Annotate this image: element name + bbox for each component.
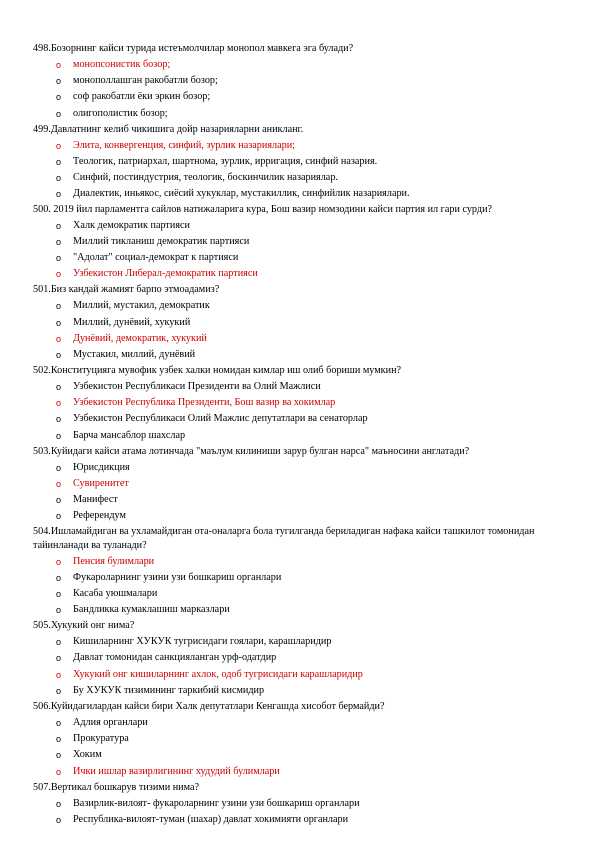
option-text: соф ракобатли ёки эркин бозор; bbox=[73, 91, 211, 103]
bullet-icon: o bbox=[56, 511, 62, 522]
option-text: Теологик, патриархал, шартнома, зурлик, ирригация, синфий назария. bbox=[73, 156, 378, 168]
answer-option bbox=[33, 73, 563, 89]
bullet-icon: o bbox=[56, 718, 62, 729]
answer-option bbox=[33, 715, 563, 731]
answer-option-correct bbox=[33, 667, 563, 683]
answer-option-correct bbox=[33, 764, 563, 780]
option-text: Сувиренитет bbox=[73, 478, 129, 490]
bullet-icon: o bbox=[56, 815, 62, 826]
bullet-icon: o bbox=[56, 479, 62, 490]
option-text: Хоким bbox=[73, 749, 102, 761]
question-text: 500. 2019 йил парламентга сайлов натижаларига кура, Бош вазир номзодини кайси партия ил гари сурди? bbox=[33, 203, 493, 215]
question-text: 498.Бозорнинг кайси турида истеъмолчилар монопол мавкега эга булади? bbox=[33, 43, 354, 54]
answer-option bbox=[33, 634, 563, 650]
answer-option-correct bbox=[33, 476, 563, 492]
option-text: Миллий, мустакил, демократик bbox=[73, 300, 210, 312]
bullet-icon: o bbox=[56, 414, 62, 425]
answer-option bbox=[33, 347, 563, 363]
option-text: монопсонистик бозор; bbox=[73, 59, 171, 71]
answer-option bbox=[33, 796, 563, 812]
bullet-icon: o bbox=[56, 430, 62, 441]
bullet-icon: o bbox=[56, 173, 62, 184]
answer-option-correct bbox=[33, 266, 563, 282]
document-page bbox=[33, 41, 563, 828]
answer-option bbox=[33, 250, 563, 266]
option-text: Хукукий онг кишиларнинг ахлок, одоб тугрисидаги карашларидир bbox=[73, 668, 363, 680]
bullet-icon: o bbox=[56, 669, 62, 680]
option-text: Манифест bbox=[73, 494, 118, 506]
answer-option bbox=[33, 602, 563, 618]
answer-option-correct bbox=[33, 395, 563, 411]
answer-option bbox=[33, 508, 563, 524]
bullet-icon: o bbox=[56, 317, 62, 328]
option-text: Кишиларнинг ХУКУК тугрисидаги гоялари, карашларидир bbox=[73, 636, 332, 648]
option-text: Фукароларнинг узини узи бошкариш органлари bbox=[73, 571, 282, 583]
option-text: Дунёвий, демократик, хукукий bbox=[73, 332, 207, 344]
answer-option bbox=[33, 460, 563, 476]
bullet-icon: o bbox=[56, 750, 62, 761]
answer-option bbox=[33, 315, 563, 331]
bullet-icon: o bbox=[56, 766, 62, 777]
answer-option bbox=[33, 731, 563, 747]
answer-option-correct bbox=[33, 554, 563, 570]
answer-option bbox=[33, 586, 563, 602]
bullet-icon: o bbox=[56, 685, 62, 696]
bullet-icon: o bbox=[56, 333, 62, 344]
answer-option bbox=[33, 234, 563, 250]
bullet-icon: o bbox=[56, 556, 62, 567]
option-text: Прокуратура bbox=[73, 733, 129, 745]
option-text: Элита, конвергенция, синфий, зурлик назариялари; bbox=[73, 139, 296, 151]
answer-option bbox=[33, 812, 563, 828]
answer-option bbox=[33, 170, 563, 186]
answer-option-correct bbox=[33, 57, 563, 73]
bullet-icon: o bbox=[56, 798, 62, 809]
question-text: 503.Куйидаги кайси атама лотинчада "маълум килиниши зарур булган нарса" маъносини англатади? bbox=[33, 445, 470, 457]
question-text: 506.Куйидагилардан кайси бири Халк депутатлари Кенгашда хисобот бермайди? bbox=[33, 700, 385, 712]
bullet-icon: o bbox=[56, 605, 62, 615]
option-text: Давлат томонидан санкцияланган урф-одатдир bbox=[73, 652, 277, 664]
answer-option bbox=[33, 298, 563, 314]
bullet-icon: o bbox=[56, 92, 62, 103]
option-text: Барча мансаблор шахслар bbox=[73, 429, 186, 441]
answer-option-correct bbox=[33, 331, 563, 347]
option-text: Республика-вилоят-туман (шахар) давлат хокимияти органлари bbox=[73, 814, 349, 826]
bullet-icon: o bbox=[56, 140, 62, 151]
answer-option bbox=[33, 428, 563, 444]
bullet-icon: o bbox=[56, 269, 62, 280]
bullet-icon: o bbox=[56, 301, 62, 312]
question-text: 502.Конституцияга мувофик узбек халки номидан кимлар иш олиб бориши мумкин? bbox=[33, 364, 402, 376]
option-text: Диалектик, иньякос, сиёсий хукуклар, мустакиллик, синфийлик назариялари. bbox=[73, 188, 410, 200]
question-text: 499.Давлатнинг келиб чикишига дойр назарияларни аникланг. bbox=[33, 123, 304, 135]
option-text: Бандликка кумаклашиш марказлари bbox=[73, 604, 230, 615]
question-text: 505.Хукукий онг нима? bbox=[33, 620, 135, 632]
answer-option bbox=[33, 570, 563, 586]
answer-option bbox=[33, 747, 563, 763]
option-text: Узбекистон Республикаси Президенти ва Олий Мажлиси bbox=[73, 381, 321, 393]
answer-option bbox=[33, 492, 563, 508]
bullet-icon: o bbox=[56, 734, 62, 745]
option-text: Миллий, дунёвий, хукукий bbox=[73, 316, 191, 328]
question-text: 504.Ишламайдиган ва ухламайдиган ота-оналарга бола тугилганда бериладиган нафака кайси ташкилот томонидан тайинланади ва туланади? bbox=[33, 525, 535, 551]
option-text: Юрисдикция bbox=[73, 461, 130, 473]
option-text: Референдум bbox=[73, 510, 126, 522]
bullet-icon: o bbox=[56, 495, 62, 506]
bullet-icon: o bbox=[56, 189, 62, 200]
bullet-icon: o bbox=[56, 252, 62, 263]
bullet-icon: o bbox=[56, 76, 62, 87]
question-text: 507.Вертикал бошкарув тизими нима? bbox=[33, 781, 200, 793]
answer-option bbox=[33, 411, 563, 427]
answer-option bbox=[33, 683, 563, 699]
option-text: Мустакил, миллий, дунёвий bbox=[73, 348, 196, 360]
bullet-icon: o bbox=[56, 108, 62, 119]
bullet-icon: o bbox=[56, 60, 62, 71]
answer-option-correct bbox=[33, 138, 563, 154]
bullet-icon: o bbox=[56, 572, 62, 583]
bullet-icon: o bbox=[56, 236, 62, 247]
bullet-icon: o bbox=[56, 462, 62, 473]
answer-option bbox=[33, 379, 563, 395]
answer-option bbox=[33, 186, 563, 202]
option-text: Ички ишлар вазирлигининг худудий булимлари bbox=[73, 765, 280, 777]
option-text: Синфий, постиндустрия, теологик, боскинчилик назариялар. bbox=[73, 172, 338, 184]
answer-option bbox=[33, 154, 563, 170]
option-text: Вазирлик-вилоят- фукароларнинг узини узи бошкариш органлари bbox=[73, 797, 360, 809]
option-text: "Адолат" социал-демократ к партияси bbox=[73, 251, 239, 263]
question-text: 501.Биз кандай жамият барпо этмоадамиз? bbox=[33, 284, 220, 296]
option-text: Касаба уюшмалари bbox=[73, 587, 158, 599]
option-text: Узбекистон Республика Президенти, Бош вазир ва хокимлар bbox=[73, 397, 336, 409]
option-text: олигополистик бозор; bbox=[73, 107, 168, 119]
option-text: Миллий тикланиш демократик партияси bbox=[73, 235, 250, 247]
bullet-icon: o bbox=[56, 349, 62, 360]
bullet-icon: o bbox=[56, 382, 62, 393]
option-text: Бу ХУКУК тизимининг таркибий кисмидир bbox=[73, 684, 265, 696]
bullet-icon: o bbox=[56, 588, 62, 599]
option-text: Халк демократик партияси bbox=[73, 219, 190, 231]
answer-option bbox=[33, 650, 563, 666]
bullet-icon: o bbox=[56, 220, 62, 231]
answer-option bbox=[33, 218, 563, 234]
answer-option bbox=[33, 89, 563, 105]
bullet-icon: o bbox=[56, 637, 62, 648]
option-text: Узбекистон Республикаси Олий Мажлис депутатлари ва сенаторлар bbox=[73, 413, 368, 425]
bullet-icon: o bbox=[56, 157, 62, 168]
option-text: Адлия органлари bbox=[73, 717, 148, 729]
option-text: Пенсия булимлари bbox=[73, 555, 155, 567]
bullet-icon: o bbox=[56, 653, 62, 664]
bullet-icon: o bbox=[56, 398, 62, 409]
option-text: монополлашган ракобатли бозор; bbox=[73, 75, 218, 87]
answer-option bbox=[33, 106, 563, 122]
option-text: Узбекистон Либерал-демократик партияси bbox=[73, 268, 258, 280]
